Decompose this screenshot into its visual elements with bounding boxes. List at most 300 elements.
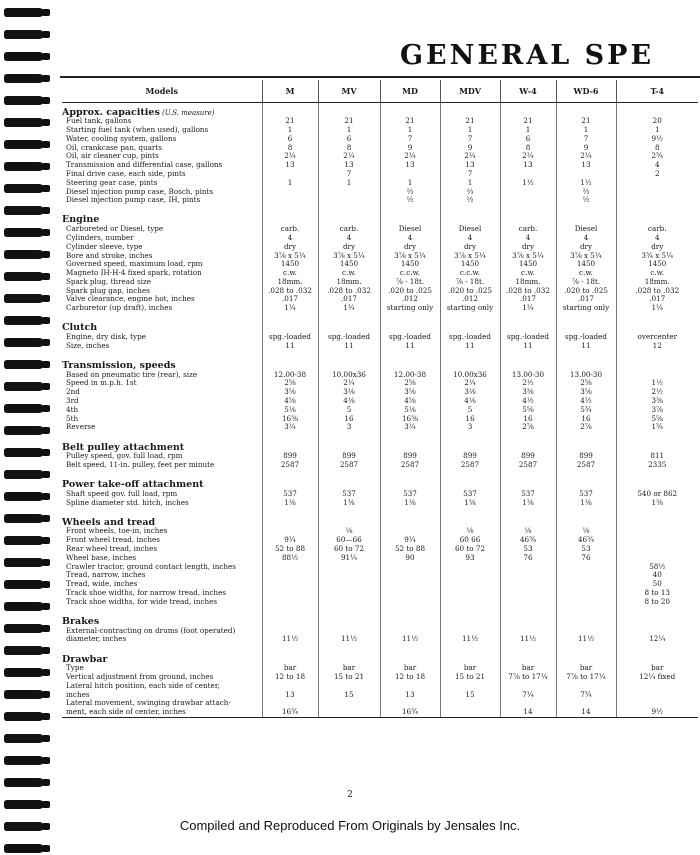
spec-row: [62, 452, 698, 461]
spec-value: starting only: [556, 304, 616, 313]
column-header-model: MV: [318, 80, 380, 103]
spec-value: c.w.: [262, 269, 318, 278]
spec-value: 8 to 20: [616, 598, 698, 607]
spec-value: 3¼: [380, 423, 440, 432]
spec-value: 1450: [318, 260, 380, 269]
spec-row: [62, 179, 698, 188]
section-title: Transmission, speeds: [62, 360, 176, 371]
spec-row: [62, 589, 698, 598]
spec-value: [440, 708, 500, 717]
spec-value: 7: [440, 170, 500, 179]
spec-value: [380, 562, 440, 571]
spec-value: 2⅝: [262, 379, 318, 388]
spec-value: .017: [616, 295, 698, 304]
spec-value: [318, 682, 380, 691]
spec-value: 1: [556, 126, 616, 135]
spec-value: 13: [380, 690, 440, 699]
spec-value: [556, 571, 616, 580]
spec-value: 3⅛: [318, 388, 380, 397]
spec-value: .017: [500, 295, 556, 304]
spec-value: [440, 682, 500, 691]
spec-value: 52 to 88: [380, 545, 440, 554]
spec-row: [62, 196, 698, 205]
spec-value: 15: [318, 690, 380, 699]
spec-value: 10.00x36: [440, 371, 500, 380]
spec-value: 1⅜: [500, 499, 556, 508]
spec-value: [380, 626, 440, 635]
spec-value: 2¼: [556, 152, 616, 161]
spec-value: 899: [318, 452, 380, 461]
spec-value: 2587: [440, 461, 500, 470]
spec-value: 2¾: [616, 152, 698, 161]
spec-value: dry: [318, 243, 380, 252]
spec-value: 6: [262, 135, 318, 144]
spec-value: [380, 527, 440, 536]
spec-value: [380, 571, 440, 580]
spec-value: [318, 708, 380, 717]
section-title: Belt pulley attachment: [62, 441, 185, 453]
binding-ring: [4, 52, 44, 61]
spec-value: spg.-loaded: [318, 333, 380, 342]
binding-ring: [4, 734, 44, 743]
binding-ring: [4, 294, 44, 303]
spec-value: 2¼: [318, 152, 380, 161]
binding-ring: [4, 74, 44, 83]
section-heading-row: [62, 357, 698, 371]
spec-value: 3⅞ x 5¼: [262, 251, 318, 260]
spec-label: 5th: [66, 414, 79, 423]
spec-row: [62, 598, 698, 607]
spec-value: [380, 580, 440, 589]
spec-value: bar: [500, 664, 556, 673]
spec-value: 60 to 72: [318, 545, 380, 554]
spec-value: ⅔: [556, 187, 616, 196]
spec-label: Oil, crankcase pan, quarts: [66, 143, 162, 152]
spec-value: 18mm.: [616, 278, 698, 287]
spec-value: 3⅞ x 5¼: [380, 251, 440, 260]
spec-value: 3⅞ x 5¼: [500, 251, 556, 260]
spec-value: 11: [500, 342, 556, 351]
spec-value: [500, 187, 556, 196]
binding-ring: [4, 756, 44, 765]
spec-value: 21: [440, 117, 500, 126]
spec-row: [62, 580, 698, 589]
spec-row: [62, 126, 698, 135]
spec-value: 40: [616, 571, 698, 580]
spec-value: [380, 682, 440, 691]
spec-value: 21: [556, 117, 616, 126]
spec-sheet: [62, 80, 698, 718]
binding-ring: [4, 184, 44, 193]
binding-ring: [4, 580, 44, 589]
binding-ring: [4, 712, 44, 721]
spec-value: 16¾: [262, 708, 318, 717]
section-heading-row: [62, 513, 698, 527]
spec-value: 2⅞: [556, 423, 616, 432]
spec-value: 21: [500, 117, 556, 126]
spec-value: 12¼ fixed: [616, 673, 698, 682]
spec-value: ⅞ - 18t.: [556, 278, 616, 287]
spec-value: .012: [440, 295, 500, 304]
spec-value: [440, 580, 500, 589]
spec-value: 1: [500, 126, 556, 135]
spec-value: 4: [616, 161, 698, 170]
spec-label: Lateral hitch position, each side of center,: [66, 681, 220, 690]
spec-value: 1⅜: [318, 499, 380, 508]
spec-value: [440, 598, 500, 607]
spec-label: Based on pneumatic tire (rear), size: [66, 370, 198, 379]
binding-ring: [4, 492, 44, 501]
spec-value: 1450: [500, 260, 556, 269]
spec-value: 537: [380, 490, 440, 499]
spec-value: 540 or 862: [616, 490, 698, 499]
spec-value: [440, 562, 500, 571]
spec-value: 537: [440, 490, 500, 499]
spec-value: Diesel: [380, 225, 440, 234]
spec-value: [380, 598, 440, 607]
spec-value: 91¼: [318, 554, 380, 563]
spec-value: [262, 580, 318, 589]
spec-value: 5⅝: [500, 406, 556, 415]
binding-ring: [4, 800, 44, 809]
spec-value: 1¼: [616, 304, 698, 313]
spec-value: 21: [262, 117, 318, 126]
column-header-model: M: [262, 80, 318, 103]
spec-value: [262, 598, 318, 607]
spec-value: 18mm.: [500, 278, 556, 287]
binding-ring: [4, 250, 44, 259]
spec-value: [318, 196, 380, 205]
spec-value: 4½: [500, 397, 556, 406]
binding-ring: [4, 514, 44, 523]
spec-row: [62, 143, 698, 152]
spec-label: Vertical adjustment from ground, inches: [66, 672, 214, 681]
spec-value: 2⅝: [380, 379, 440, 388]
spec-value: 4: [616, 234, 698, 243]
spec-label: Tread, wide, inches: [66, 580, 138, 589]
spec-value: carb.: [500, 225, 556, 234]
binding-ring: [4, 470, 44, 479]
spec-value: 15 to 21: [440, 673, 500, 682]
spec-value: [616, 626, 698, 635]
spec-value: 20: [616, 117, 698, 126]
spec-value: ⅛: [318, 527, 380, 536]
spec-row: [62, 571, 698, 580]
spec-label: External-contracting on drums (foot operated): [66, 626, 236, 635]
spec-label: Crawler tractor, ground contact length, inches: [66, 562, 236, 571]
spec-value: 1¼: [500, 304, 556, 313]
spec-label: Valve clearance, engine hot, inches: [66, 295, 195, 304]
spec-value: .028 to .032: [500, 287, 556, 296]
spec-value: 4: [556, 234, 616, 243]
spec-value: c.w.: [500, 269, 556, 278]
spec-value: 60 to 72: [440, 545, 500, 554]
spec-value: 9½: [616, 135, 698, 144]
spec-value: [318, 571, 380, 580]
spec-value: 7¼: [500, 690, 556, 699]
spec-value: 2¼: [440, 379, 500, 388]
spec-value: 7: [380, 135, 440, 144]
spec-value: 9½: [616, 708, 698, 717]
spec-value: [500, 589, 556, 598]
spec-value: [616, 527, 698, 536]
spec-value: 3¾ x 5¼: [616, 251, 698, 260]
spec-label: Cylinder sleeve, type: [66, 242, 143, 251]
binding-ring: [4, 206, 44, 215]
header-row: [62, 80, 698, 103]
binding-ring: [4, 602, 44, 611]
spec-value: carb.: [262, 225, 318, 234]
spec-value: 1⅜: [616, 499, 698, 508]
spec-value: 12 to 18: [380, 673, 440, 682]
spec-value: 899: [500, 452, 556, 461]
binding-ring: [4, 536, 44, 545]
spec-value: spg.-loaded: [556, 333, 616, 342]
spec-value: 11: [318, 342, 380, 351]
spec-value: [262, 527, 318, 536]
spec-value: 3⅜: [616, 397, 698, 406]
spec-value: carb.: [616, 225, 698, 234]
spec-value: dry: [262, 243, 318, 252]
spec-value: 13: [262, 690, 318, 699]
spec-label: diameter, inches: [66, 635, 127, 644]
spec-value: .028 to .032: [616, 287, 698, 296]
spec-label: Engine, dry disk, type: [66, 332, 146, 342]
spec-row: [62, 135, 698, 144]
spec-value: carb.: [318, 225, 380, 234]
spec-value: 12.00-38: [262, 371, 318, 380]
spec-value: 4⅛: [318, 397, 380, 406]
spec-value: 1¾: [616, 423, 698, 432]
spec-value: 11½: [556, 635, 616, 644]
spec-value: c.c.w.: [380, 269, 440, 278]
spec-value: 13: [500, 161, 556, 170]
spec-row: [62, 690, 698, 699]
spec-row: [62, 287, 698, 296]
spec-value: 4: [318, 234, 380, 243]
spec-value: 3⅞: [616, 406, 698, 415]
spec-value: [556, 170, 616, 179]
spec-row: [62, 545, 698, 554]
spec-value: 7: [556, 135, 616, 144]
spec-value: 8: [262, 143, 318, 152]
spec-label: 2nd: [66, 388, 80, 397]
spec-value: [500, 626, 556, 635]
section-heading-row: [62, 438, 698, 452]
spec-value: [616, 371, 698, 380]
spec-label: Diesel injection pump case, IH, pints: [66, 196, 201, 205]
spec-value: 6: [500, 135, 556, 144]
column-header-models: Models: [62, 80, 262, 103]
spec-label: Belt speed, 11-in. pulley, feet per minute: [66, 460, 215, 470]
spec-value: .028 to .032: [318, 287, 380, 296]
spec-value: ⅛: [500, 527, 556, 536]
spec-value: 4: [262, 234, 318, 243]
spec-value: .017: [262, 295, 318, 304]
spec-value: 88½: [262, 554, 318, 563]
spec-value: ⅛: [440, 527, 500, 536]
spec-row: [62, 554, 698, 563]
spec-value: 52 to 88: [262, 545, 318, 554]
spec-value: 60—66: [318, 536, 380, 545]
spec-value: 21: [318, 117, 380, 126]
spec-value: [616, 682, 698, 691]
spec-value: ⅔: [440, 187, 500, 196]
spec-value: 12 to 18: [262, 673, 318, 682]
spec-value: 3⅝: [380, 388, 440, 397]
binding-ring: [4, 558, 44, 567]
spec-value: ½: [556, 196, 616, 205]
spec-value: 11½: [440, 635, 500, 644]
spec-value: 2¼: [318, 379, 380, 388]
spec-row: [62, 682, 698, 691]
spec-value: 1: [380, 126, 440, 135]
spec-value: 16⅜: [380, 415, 440, 424]
spec-value: overcenter: [616, 333, 698, 342]
spec-value: [500, 598, 556, 607]
spec-value: 3⅞ x 5¼: [440, 251, 500, 260]
spec-value: 18mm.: [262, 278, 318, 287]
spec-label: Size, inches: [66, 341, 110, 350]
spec-value: 13: [318, 161, 380, 170]
spec-label: Starting fuel tank (when used), gallons: [66, 125, 209, 134]
spec-value: 16: [500, 415, 556, 424]
spec-value: 1: [440, 179, 500, 188]
spec-label: ment, each side of center, inches: [62, 708, 262, 717]
spec-value: 12: [616, 342, 698, 351]
spec-row: [62, 415, 698, 424]
spec-value: 5¾: [556, 406, 616, 415]
section-heading-row: [62, 211, 698, 225]
spec-value: 11: [440, 342, 500, 351]
section-title: Wheels and tread: [62, 516, 156, 528]
spec-label: Transmission and differential case, gallons: [66, 160, 223, 170]
spec-value: [262, 187, 318, 196]
spec-value: 15 to 21: [318, 673, 380, 682]
spec-value: c.c.w.: [440, 269, 500, 278]
spec-value: [262, 589, 318, 598]
spec-value: .012: [380, 295, 440, 304]
binding-ring: [4, 382, 44, 391]
spec-value: .020 to .025: [440, 287, 500, 296]
spec-value: [440, 626, 500, 635]
spec-row: [62, 388, 698, 397]
spec-value: .017: [556, 295, 616, 304]
spec-row: [62, 161, 698, 170]
spec-value: 13.00-30: [556, 371, 616, 380]
spec-value: 16¾: [380, 708, 440, 717]
spec-value: 7⅞ to 17¼: [500, 673, 556, 682]
spec-label: 3rd: [66, 396, 79, 406]
section-heading-row: [62, 650, 698, 664]
binding-ring: [4, 272, 44, 281]
spec-value: 537: [500, 490, 556, 499]
spec-value: 4⅝: [262, 397, 318, 406]
spec-value: 3⅞ x 5¼: [318, 251, 380, 260]
spec-label: Rear wheel tread, inches: [66, 544, 158, 554]
spec-value: bar: [318, 664, 380, 673]
spec-value: [556, 699, 616, 708]
spec-value: 1: [616, 126, 698, 135]
spec-value: [262, 571, 318, 580]
spec-value: dry: [616, 243, 698, 252]
spec-label: Spline diameter std. hitch, inches: [66, 498, 189, 507]
spec-row: [62, 397, 698, 406]
binding-ring: [4, 624, 44, 633]
spec-value: [500, 562, 556, 571]
spec-value: .028 to .032: [262, 287, 318, 296]
page-title: GENERAL SPE: [400, 40, 655, 71]
spec-value: [556, 626, 616, 635]
spec-value: 7: [318, 170, 380, 179]
spec-label: Steering gear case, pints: [66, 178, 158, 187]
spec-label: Type: [66, 664, 84, 673]
spec-value: 2587: [556, 461, 616, 470]
spec-value: 9: [556, 143, 616, 152]
spec-value: 899: [440, 452, 500, 461]
spec-value: 537: [262, 490, 318, 499]
spec-value: [616, 699, 698, 708]
spec-value: ½: [380, 196, 440, 205]
spec-value: 76: [556, 554, 616, 563]
spec-value: [318, 699, 380, 708]
spec-value: 4½: [556, 397, 616, 406]
spec-value: 11½: [500, 635, 556, 644]
spec-value: 11: [556, 342, 616, 351]
spec-label: Pulley speed, gov. full load, rpm: [66, 452, 183, 461]
spec-value: 76: [500, 554, 556, 563]
spec-row: [62, 708, 698, 717]
spec-row: [62, 635, 698, 644]
spec-value: 1⅜: [556, 499, 616, 508]
spec-label: Magneto IH-H-4 fixed spark, rotation: [66, 268, 202, 278]
spec-value: [616, 536, 698, 545]
spec-value: 6: [318, 135, 380, 144]
column-header-model: MDV: [440, 80, 500, 103]
spec-value: 3⅜: [500, 388, 556, 397]
spec-value: 16: [556, 415, 616, 424]
spec-value: spg.-loaded: [262, 333, 318, 342]
spec-value: 11½: [380, 635, 440, 644]
spec-value: bar: [556, 664, 616, 673]
spec-value: 4: [500, 234, 556, 243]
spec-label: Oil, air cleaner cup, pints: [66, 152, 159, 161]
spec-value: ⅛: [556, 527, 616, 536]
spec-value: 93: [440, 554, 500, 563]
spec-value: 8: [616, 143, 698, 152]
spec-label: Front wheels, toe-in, inches: [66, 527, 168, 536]
spec-value: starting only: [440, 304, 500, 313]
spec-value: 2½: [616, 388, 698, 397]
section-title: Engine: [62, 214, 100, 225]
spec-value: [318, 626, 380, 635]
spec-value: 1¼: [262, 304, 318, 313]
spec-value: [556, 598, 616, 607]
spec-row: [62, 269, 698, 278]
spec-row: [62, 562, 698, 571]
spec-value: 11: [380, 342, 440, 351]
spec-value: 4: [380, 234, 440, 243]
spec-row: [62, 243, 698, 252]
spec-row: [62, 333, 698, 342]
spec-value: 15: [440, 690, 500, 699]
binding-ring: [4, 646, 44, 655]
spec-value: 10.00x36: [318, 371, 380, 380]
spec-value: [500, 682, 556, 691]
binding-ring: [4, 228, 44, 237]
spec-row: [62, 342, 698, 351]
binding-ring: [4, 316, 44, 325]
